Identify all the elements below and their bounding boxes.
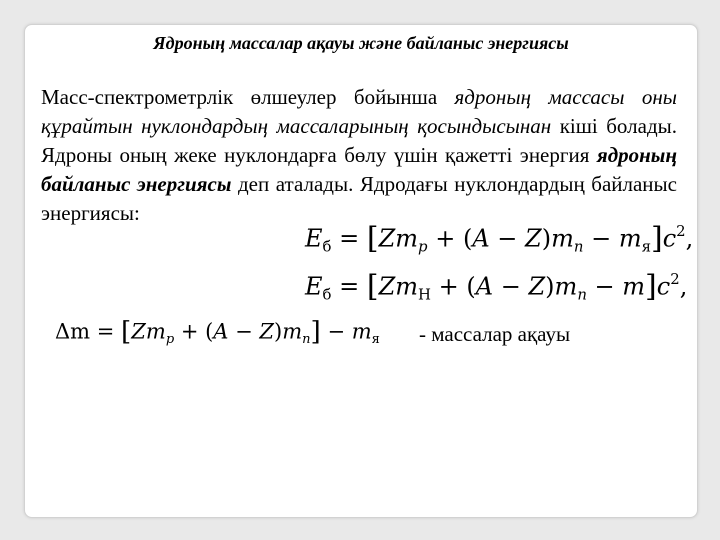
mass-defect-label: - массалар ақауы — [419, 322, 571, 346]
paragraph-text-1: Масс-спектрометрлік өлшеулер бойынша — [41, 85, 455, 109]
binding-energy-formula-1: $E_б = [Zm_p + (A - Z)m_n - m_я]c^2$, — [305, 221, 694, 256]
binding-energy-formula-2: $E_б = [Zm_H + (A - Z)m_n - m]c^2$, — [305, 269, 688, 304]
paragraph-italic-text: ядроның массасы оны құрайтын нуклондардың массаларының қосындысынан — [41, 85, 677, 138]
mass-defect-formula: $\Delta m = [Zm_p + (A - Z)m_n] - m_я$ — [55, 317, 380, 348]
paragraph-bold-term: ядроның байланыс энергиясы — [41, 143, 677, 196]
paragraph-text-2: кіші болады. Ядроны оның жеке нуклондарға бөлу үшін қажетті энергия — [41, 114, 677, 167]
slide — [24, 24, 698, 518]
paragraph-text-3: деп аталады. Ядродағы нуклондардың байланыс энергиясы: — [41, 172, 677, 225]
slide-title: Ядроның массалар ақауы және байланыс энергиясы — [153, 33, 569, 53]
body-paragraph — [41, 83, 677, 228]
